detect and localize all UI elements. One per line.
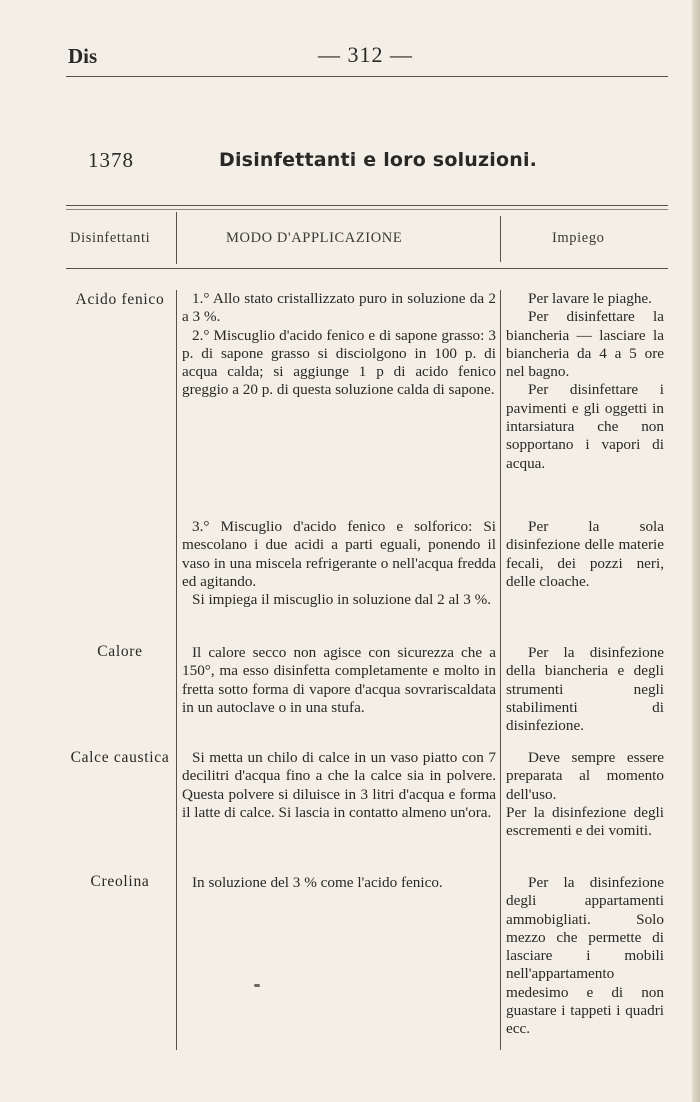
impiego-calce-caustica [506,749,664,840]
impiego-creolina [506,874,664,1039]
modo-calce-caustica [182,749,496,822]
modo-acido-fenico-p2: 2.° Miscuglio d'acido fenico e di sapone grasso: 3 p. di sapone grasso si disciolgono in 100 p. di acqua calda; si aggiunge 1 p di acido fenico greggio a 20 p. di questa soluzione calda di sapone. [182,326,496,399]
column-divider-1 [176,290,177,1050]
column-header-impiego: Impiego [552,230,605,246]
modo-acido-fenico-3 [182,518,496,609]
header-rule [66,76,668,77]
row-name-creolina: Creolina [90,873,150,890]
impiego-creolina-p1: Per la disinfezione degli appartamenti ammobigliati. Solo mezzo che permette di lasciare i mobili nell'appartamento medesimo e di non guastare i tappeti i quadri ecc. [506,874,664,1038]
modo-acido-fenico-p3: 3.° Miscuglio d'acido fenico e solforico: Si mescolano i due acidi a parti eguali, ponendo il vaso in una miscela refrigerante o nell'acqua fredda ed agitando. [182,518,496,590]
section-title: Disinfettanti e loro soluzioni. [219,149,538,171]
table-header-bottom-rule [66,268,668,269]
modo-acido-fenico-p1: 1.° Allo stato cristallizzato puro in soluzione da 2 a 3 %. [182,290,496,326]
impiego-calce-caustica-p2: Per la disinfezione degli escrementi e dei vomiti. [506,803,664,840]
impiego-acido-fenico-p3: Per disinfettare i pavimenti e gli oggetti in intarsiatura che non sopportano i vapori di acqua. [506,381,664,472]
modo-calore [182,644,496,717]
column-divider-2 [500,290,501,1050]
row-name-acido-fenico: Acido fenico [75,291,165,308]
impiego-acido-fenico-b [506,518,664,591]
impiego-acido-fenico-p4: Per la sola disinfezione delle materie fecali, dei pozzi neri, delle cloache. [506,518,664,590]
impiego-calore-p1: Per la disinfezione della biancheria e degli strumenti negli stabilimenti di disinfezione. [506,644,664,735]
row-name-calce-caustica: Calce caustica [70,749,170,766]
running-head: Dis [68,44,98,68]
ink-speck [254,984,260,987]
column-divider-1-header [176,212,177,264]
modo-acido-fenico-1-2 [182,290,496,400]
page-number: — 312 — [318,42,413,67]
page-edge-shadow [692,0,700,1102]
impiego-acido-fenico-a [506,290,664,473]
column-header-modo: MODO D'APPLICAZIONE [226,230,403,246]
modo-calce-caustica-p1: Si metta un chilo di calce in un vaso piatto con 7 decilitri d'acqua fino a che la calce sia in polvere. Questa polvere si diluisce in 3 litri d'acqua e forma il latte di calce. Si lascia in contatto almeno un'ora. [182,749,496,821]
modo-calore-p1: Il calore secco non agisce con sicurezza che a 150°, ma esso disinfetta completamente e molto in fretta sotto forma di vapore d'acqua sovrariscaldata in un autoclave o in una stufa. [182,644,496,716]
modo-creolina-p1: In soluzione del 3 % come l'acido fenico. [192,874,443,891]
impiego-calce-caustica-p1: Deve sempre essere preparata al momento dell'uso. [506,749,664,803]
table-top-rule [66,205,668,206]
table-top-rule-inner [66,209,668,210]
modo-acido-fenico-p4: Si impiega il miscuglio in soluzione dal 2 al 3 %. [192,591,492,609]
impiego-calore [506,644,664,735]
modo-creolina [182,874,496,892]
row-name-calore: Calore [97,643,143,660]
impiego-acido-fenico-p1: Per lavare le piaghe. [528,290,652,307]
column-divider-2-header [500,216,501,262]
column-header-disinfettanti: Disinfettanti [70,230,151,246]
impiego-acido-fenico-p2: Per disinfettare la biancheria — lasciare la biancheria da 4 a 5 ore nel bagno. [506,308,664,381]
section-number: 1378 [88,148,134,172]
